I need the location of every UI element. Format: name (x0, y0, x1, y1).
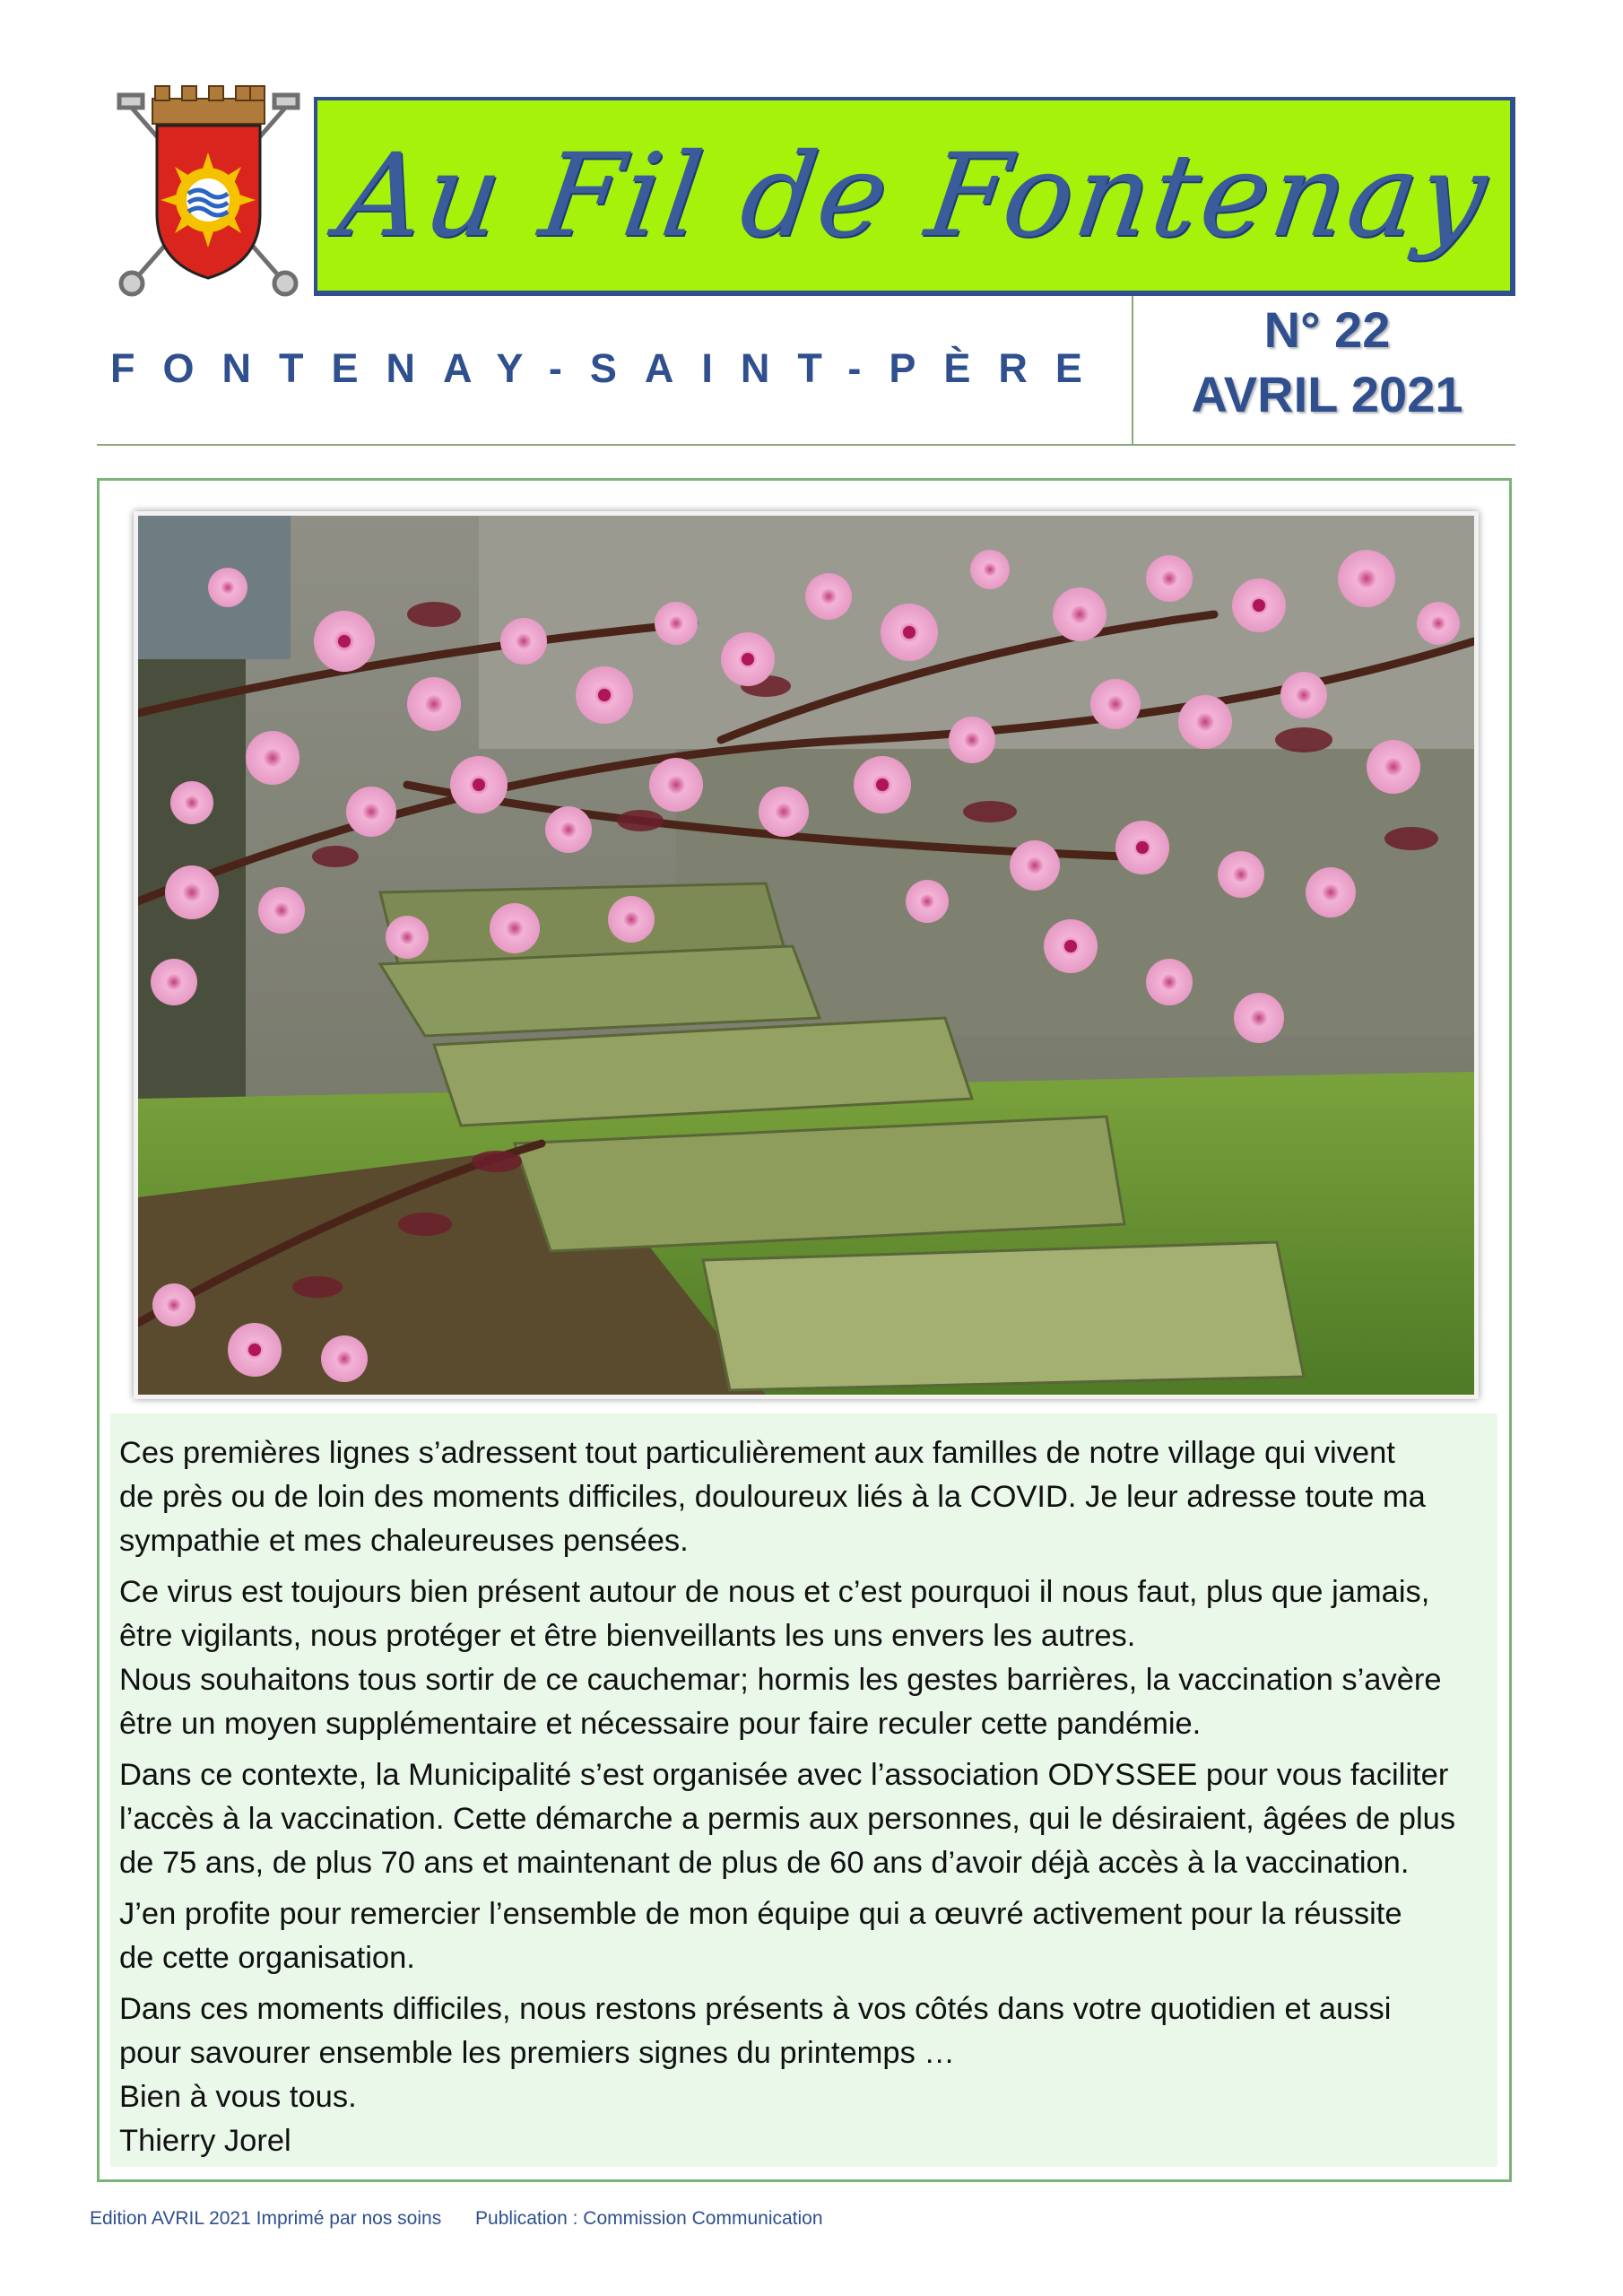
masthead-title-box (314, 97, 1515, 296)
paragraph-3 (119, 1753, 1497, 1885)
issue-number: N° 22 (1263, 301, 1391, 358)
paragraph-4 (119, 1892, 1497, 1980)
footer-publication: Publication : Commission Communication (475, 2208, 823, 2229)
text-line: J’en profite pour remercier l’ensemble de mon équipe qui a œuvré activement pour la réussite (119, 1897, 1402, 1931)
issue-date: AVRIL 2021 (1191, 366, 1463, 422)
issue-info (1139, 298, 1515, 427)
text-line: pour savourer ensemble les premiers signes du printemps … (119, 2036, 955, 2070)
cherry-blossom-photo (134, 511, 1479, 1399)
coat-of-arms-icon (112, 79, 305, 312)
text-line: Ce virus est toujours bien présent autour de nous et c’est pourquoi il nous faut, plus que jamais, (119, 1575, 1430, 1609)
text-line: Dans ce contexte, la Municipalité s’est organisée avec l’association ODYSSEE pour vous faciliter (119, 1758, 1449, 1792)
paragraph-1 (119, 1431, 1497, 1563)
signature: Thierry Jorel (119, 2124, 291, 2158)
text-line: de près ou de loin des moments difficiles, douloureux liés à la COVID. Je leur adresse toute ma (119, 1480, 1426, 1514)
header-divider-vertical (1132, 296, 1133, 444)
content-frame (97, 478, 1512, 2182)
text-line: être vigilants, nous protéger et être bienveillants les uns envers les autres. (119, 1619, 1136, 1653)
paragraph-2 (119, 1570, 1497, 1746)
paragraph-5 (119, 1987, 1497, 2163)
text-line: de cette organisation. (119, 1941, 415, 1975)
footer (90, 2208, 823, 2230)
text-line: être un moyen supplémentaire et nécessaire pour faire reculer cette pandémie. (119, 1707, 1202, 1741)
editorial-text (110, 1413, 1497, 2167)
header-divider-horizontal (97, 444, 1515, 446)
text-line: Ces premières lignes s’adressent tout particulièrement aux familles de notre village qui vivent (119, 1436, 1395, 1470)
village-name: FONTENAY-SAINT-PÈRE (110, 345, 1110, 391)
text-line: de 75 ans, de plus 70 ans et maintenant de plus de 60 ans d’avoir déjà accès à la vaccination. (119, 1846, 1410, 1880)
masthead-title: Au Fil de Fontenay (331, 128, 1497, 263)
text-line: l’accès à la vaccination. Cette démarche a permis aux personnes, qui le désiraient, âgées de plus (119, 1802, 1456, 1836)
footer-edition: Edition AVRIL 2021 Imprimé par nos soins (90, 2208, 442, 2229)
text-line: Nous souhaitons tous sortir de ce cauchemar; hormis les gestes barrières, la vaccination s’avère (119, 1663, 1442, 1697)
text-line: Dans ces moments difficiles, nous restons présents à vos côtés dans votre quotidien et aussi (119, 1992, 1392, 2026)
text-line: sympathie et mes chaleureuses pensées. (119, 1524, 689, 1558)
closing-line: Bien à vous tous. (119, 2080, 357, 2114)
